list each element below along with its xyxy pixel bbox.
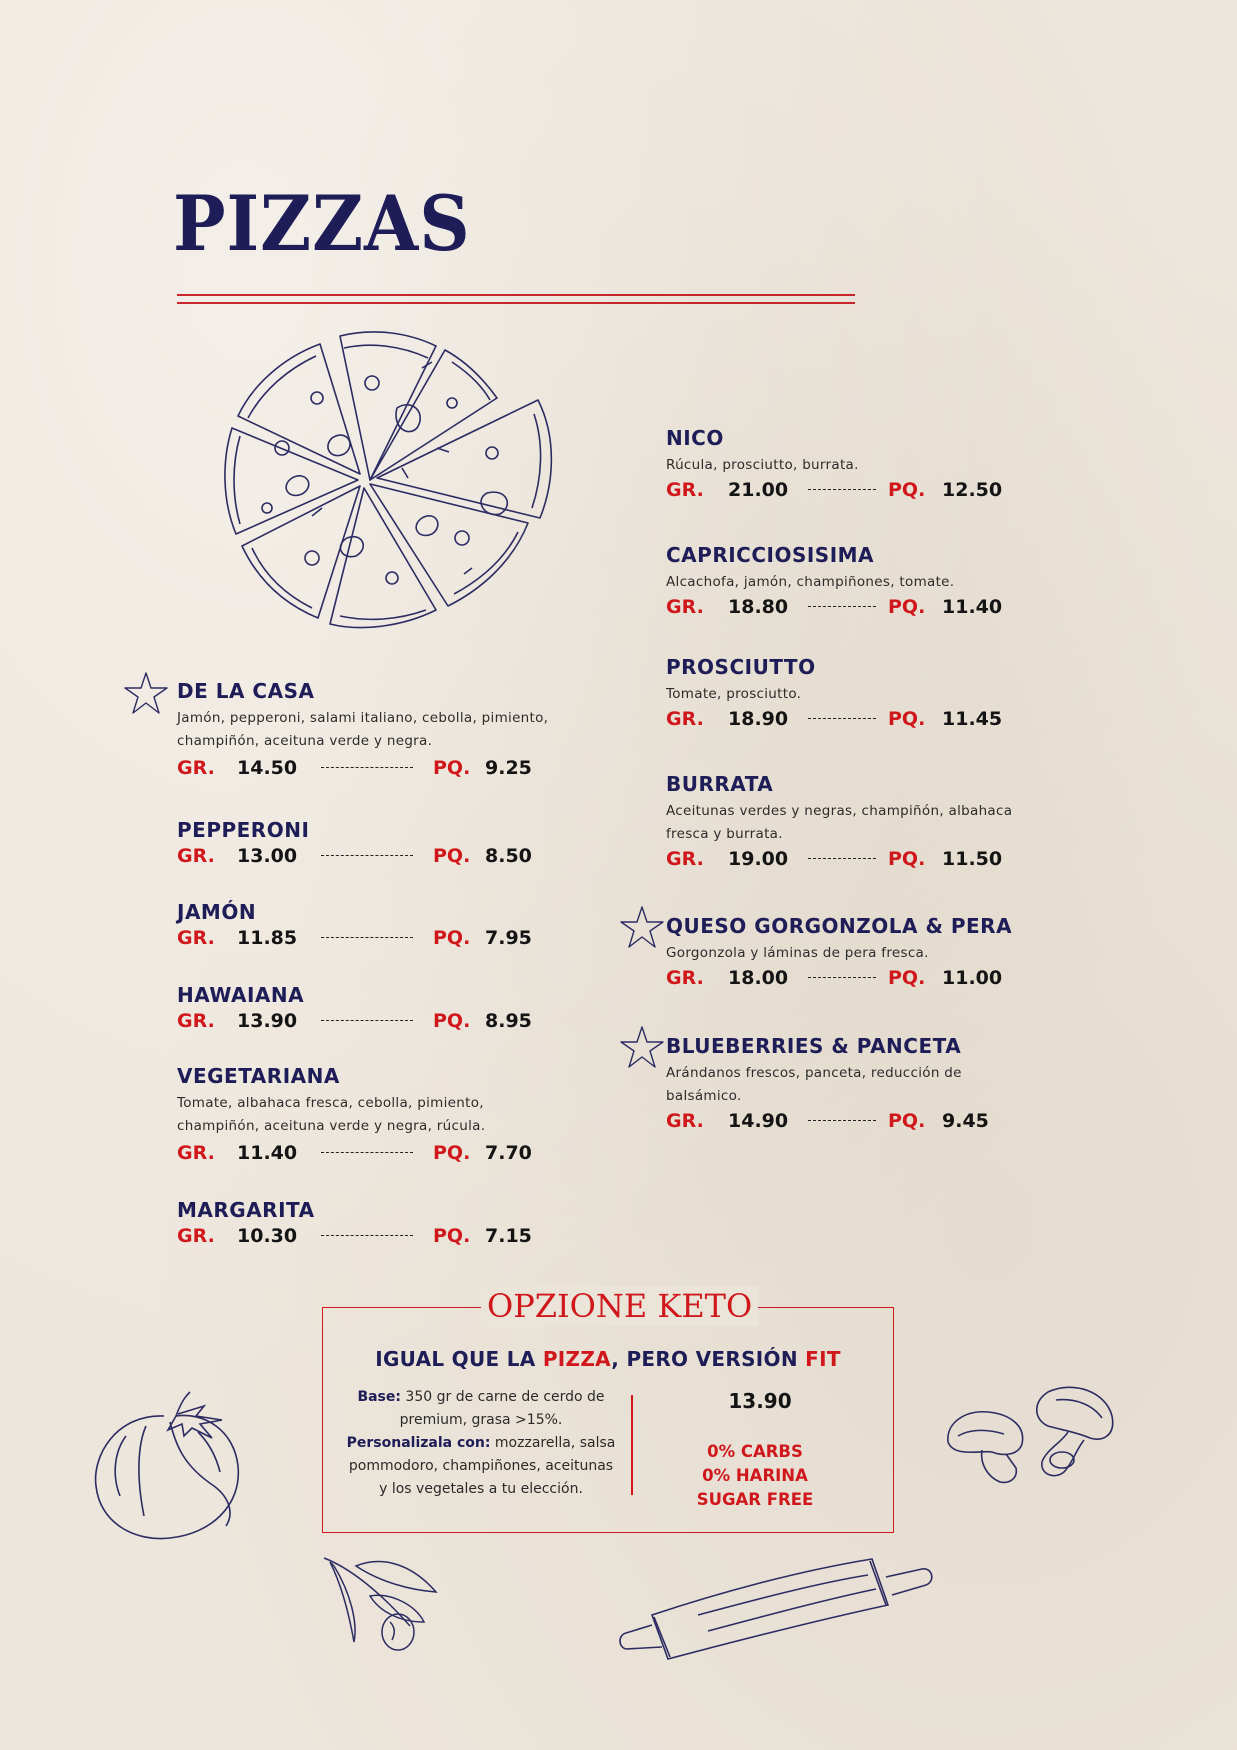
gr-price: 18.90 (728, 708, 789, 730)
price-leader (321, 1235, 413, 1236)
pq-label: PQ. (433, 1010, 471, 1032)
gr-label: GR. (177, 845, 215, 867)
keto-custom-text: mozzarella, salsa pommodoro, champiñones, aceitunas y los vegetales a tu elección. (348, 1435, 616, 1497)
price-row (177, 1140, 557, 1166)
price-row (177, 925, 557, 951)
keto-subtitle-highlight: FIT (805, 1347, 841, 1371)
keto-subtitle-highlight: PIZZA (542, 1347, 612, 1371)
keto-title: OPZIONE KETO (481, 1286, 758, 1326)
pq-price: 11.00 (942, 967, 1003, 989)
menu-item-de-la-casa (177, 678, 557, 781)
price-row (666, 477, 1026, 503)
pq-label: PQ. (888, 479, 926, 501)
item-description: Arándanos frescos, panceta, reducción de balsámico. (666, 1065, 962, 1104)
menu-item-blueberries-panceta (666, 1033, 1006, 1134)
keto-base-text: 350 gr de carne de cerdo de premium, grasa >15%. (399, 1389, 605, 1428)
price-row (177, 1008, 557, 1034)
menu-item-jamon (177, 899, 557, 951)
item-name: DE LA CASA (177, 679, 315, 703)
title-divider-bottom (177, 302, 855, 304)
keto-base-label: Base: (357, 1389, 401, 1405)
pq-label: PQ. (433, 845, 471, 867)
item-description: Rúcula, prosciutto, burrata. (666, 457, 859, 473)
item-name: JAMÓN (177, 900, 257, 924)
price-leader (808, 718, 876, 719)
menu-item-pepperoni (177, 817, 557, 869)
pq-label: PQ. (433, 1142, 471, 1164)
item-name: CAPRICCIOSISIMA (666, 543, 875, 567)
item-name: BLUEBERRIES & PANCETA (666, 1034, 962, 1058)
price-leader (808, 977, 876, 978)
menu-item-capricciosisima (666, 542, 1026, 620)
olive-branch-sketch-icon (320, 1552, 440, 1652)
pq-price: 7.70 (485, 1142, 532, 1164)
gr-label: GR. (666, 479, 704, 501)
keto-tag: 0% CARBS (707, 1442, 803, 1461)
gr-label: GR. (666, 967, 704, 989)
keto-price: 13.90 (728, 1389, 792, 1413)
price-leader (321, 1020, 413, 1021)
gr-price: 10.30 (237, 1225, 298, 1247)
rolling-pin-sketch-icon (618, 1555, 936, 1665)
keto-subtitle (322, 1347, 894, 1371)
gr-label: GR. (666, 848, 704, 870)
pq-price: 11.45 (942, 708, 1003, 730)
item-description: Gorgonzola y láminas de pera fresca. (666, 945, 929, 961)
price-row (666, 965, 1036, 991)
gr-label: GR. (177, 1225, 215, 1247)
price-row (666, 1108, 1006, 1134)
pq-label: PQ. (433, 757, 471, 779)
item-name: NICO (666, 426, 724, 450)
gr-label: GR. (666, 596, 704, 618)
price-leader (321, 855, 413, 856)
pizza-sketch-icon (222, 328, 557, 638)
pq-label: PQ. (888, 848, 926, 870)
gr-price: 21.00 (728, 479, 789, 501)
menu-item-queso-gorgonzola-pera (666, 913, 1036, 991)
menu-item-vegetariana (177, 1063, 557, 1166)
gr-price: 18.80 (728, 596, 789, 618)
price-leader (808, 1120, 876, 1121)
item-name: BURRATA (666, 772, 774, 796)
keto-tags (680, 1440, 830, 1512)
price-leader (808, 606, 876, 607)
pq-label: PQ. (888, 596, 926, 618)
pq-price: 12.50 (942, 479, 1003, 501)
title-divider-top (177, 294, 855, 296)
star-icon (122, 670, 170, 716)
item-description: Tomate, prosciutto. (666, 686, 802, 702)
price-row (177, 755, 557, 781)
keto-subtitle-part: , PERO VERSIÓN (611, 1347, 806, 1371)
pq-label: PQ. (888, 708, 926, 730)
pq-price: 9.25 (485, 757, 532, 779)
gr-price: 11.40 (237, 1142, 298, 1164)
item-name: QUESO GORGONZOLA & PERA (666, 914, 1013, 938)
pq-label: PQ. (433, 1225, 471, 1247)
price-leader (321, 1152, 413, 1153)
keto-subtitle-part: IGUAL QUE LA (375, 1347, 543, 1371)
keto-divider (631, 1395, 633, 1495)
keto-custom-label: Personalizala con: (346, 1435, 491, 1451)
menu-item-prosciutto (666, 654, 1026, 732)
gr-label: GR. (177, 1142, 215, 1164)
price-leader (321, 767, 413, 768)
gr-label: GR. (177, 927, 215, 949)
price-row (666, 846, 1026, 872)
menu-item-nico (666, 425, 1026, 503)
pq-price: 7.95 (485, 927, 532, 949)
item-name: MARGARITA (177, 1198, 315, 1222)
item-name: HAWAIANA (177, 983, 305, 1007)
price-leader (808, 489, 876, 490)
gr-label: GR. (666, 1110, 704, 1132)
gr-price: 11.85 (237, 927, 298, 949)
item-description: Jamón, pepperoni, salami italiano, cebolla, pimiento, champiñón, aceituna verde y negra. (177, 710, 549, 749)
gr-price: 14.90 (728, 1110, 789, 1132)
menu-item-hawaiana (177, 982, 557, 1034)
star-icon (618, 904, 666, 950)
pq-price: 8.50 (485, 845, 532, 867)
gr-label: GR. (177, 1010, 215, 1032)
keto-tag: SUGAR FREE (696, 1490, 814, 1509)
menu-item-margarita (177, 1197, 557, 1249)
gr-price: 19.00 (728, 848, 789, 870)
keto-tag: 0% HARINA (702, 1466, 808, 1485)
item-name: PEPPERONI (177, 818, 310, 842)
price-row (666, 594, 1026, 620)
menu-item-burrata (666, 771, 1026, 872)
item-description: Tomate, albahaca fresca, cebolla, pimiento, champiñón, aceituna verde y negra, rúcula. (177, 1095, 486, 1134)
gr-price: 14.50 (237, 757, 298, 779)
star-icon (618, 1024, 666, 1070)
pq-price: 7.15 (485, 1225, 532, 1247)
item-description: Aceitunas verdes y negras, champiñón, albahaca fresca y burrata. (666, 803, 1013, 842)
keto-description (346, 1386, 616, 1501)
price-row (177, 843, 557, 869)
pq-price: 11.50 (942, 848, 1003, 870)
gr-price: 13.90 (237, 1010, 298, 1032)
pq-label: PQ. (888, 967, 926, 989)
mushroom-sketch-icon (944, 1380, 1119, 1490)
pq-label: PQ. (433, 927, 471, 949)
gr-price: 18.00 (728, 967, 789, 989)
item-name: PROSCIUTTO (666, 655, 816, 679)
gr-label: GR. (177, 757, 215, 779)
page-title: PIZZAS (173, 179, 471, 268)
tomato-sketch-icon (86, 1386, 246, 1546)
pq-price: 9.45 (942, 1110, 989, 1132)
gr-price: 13.00 (237, 845, 298, 867)
pq-price: 11.40 (942, 596, 1003, 618)
price-leader (808, 858, 876, 859)
gr-label: GR. (666, 708, 704, 730)
item-name: VEGETARIANA (177, 1064, 340, 1088)
item-description: Alcachofa, jamón, champiñones, tomate. (666, 574, 955, 590)
price-row (666, 706, 1026, 732)
pq-price: 8.95 (485, 1010, 532, 1032)
pq-label: PQ. (888, 1110, 926, 1132)
price-leader (321, 937, 413, 938)
price-row (177, 1223, 557, 1249)
